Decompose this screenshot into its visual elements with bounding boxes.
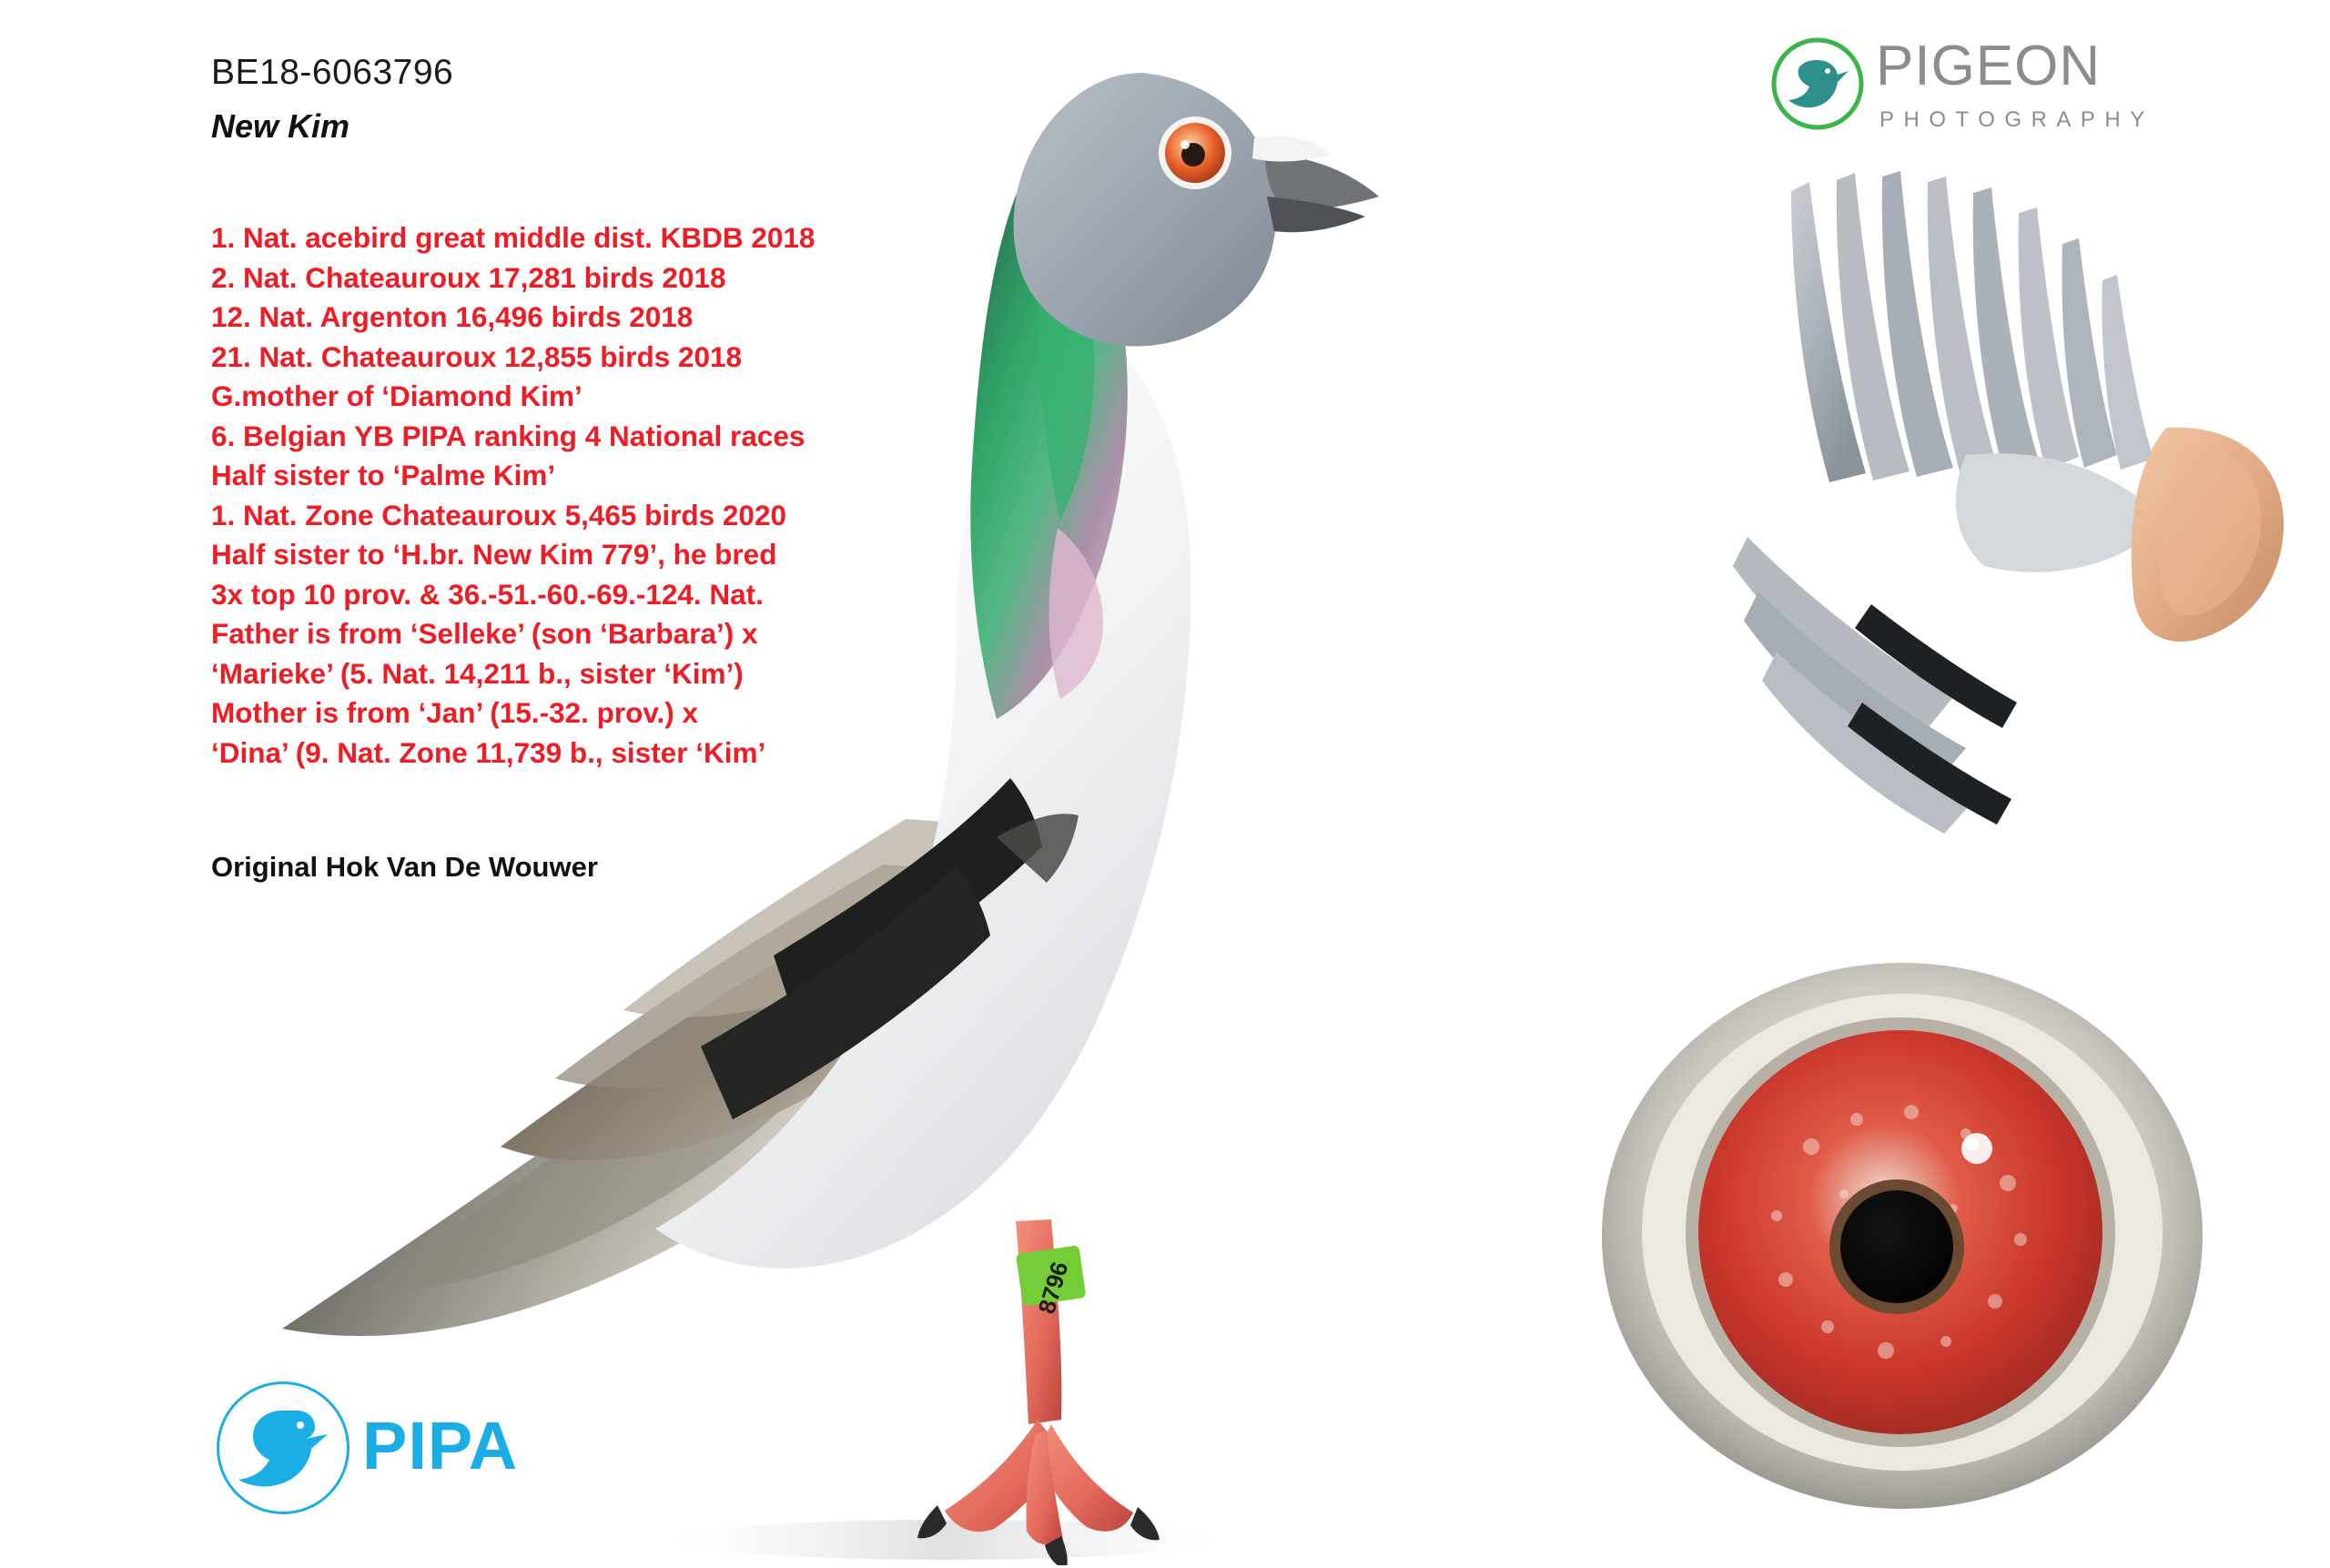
palmares-line: Half sister to ‘H.br. New Kim 779’, he bred xyxy=(211,538,777,571)
palmares-line: 21. Nat. Chateauroux 12,855 birds 2018 xyxy=(211,339,743,373)
palmares-line: ‘Dina’ (9. Nat. Zone 11,739 b., sister ‘Kim’ xyxy=(211,735,766,769)
palmares-list xyxy=(211,218,957,773)
pipa-logo[interactable] xyxy=(217,1381,519,1518)
palmares-line: 1. Nat. acebird great middle dist. KBDB 2018 xyxy=(211,221,816,254)
palmares-line: 3x top 10 prov. & 36.-51.-60.-69.-124. Nat. xyxy=(211,577,764,611)
palmares-line: G.mother of ‘Diamond Kim’ xyxy=(211,379,582,412)
ring-number: BE18-6063796 xyxy=(211,53,454,92)
bird-name: New Kim xyxy=(211,107,350,145)
pipa-wordmark: PIPA xyxy=(362,1408,519,1483)
pigeon-eye-photo xyxy=(1584,919,2221,1556)
palmares-line: ‘Marieke’ (5. Nat. 14,211 b., sister ‘Kim’) xyxy=(211,656,744,690)
palmares-line: Half sister to ‘Palme Kim’ xyxy=(211,459,556,491)
palmares-line: 1. Nat. Zone Chateauroux 5,465 birds 2020 xyxy=(211,498,786,531)
palmares-line: Father is from ‘Selleke’ (son ‘Barbara’) x xyxy=(211,617,758,650)
pigeon-icon xyxy=(233,1401,335,1496)
palmares-line: 6. Belgian YB PIPA ranking 4 National races xyxy=(211,419,805,452)
palmares-line: 2. Nat. Chateauroux 17,281 birds 2018 xyxy=(211,260,726,294)
pigeon-photography-logo[interactable] xyxy=(1770,31,2234,149)
leg-band-number: 8796 xyxy=(1032,1259,1074,1317)
palmares-line: Mother is from ‘Jan’ (15.-32. prov.) x xyxy=(211,696,699,729)
photography-logo-title: PIGEON xyxy=(1876,35,2102,97)
photography-logo-subtitle: PHOTOGRAPHY xyxy=(1879,107,2154,132)
pigeon-in-circle-icon xyxy=(1770,36,1865,131)
pigeon-wing-photo xyxy=(1693,155,2294,883)
origin-loft: Original Hok Van De Wouwer xyxy=(211,851,598,883)
palmares-line: 12. Nat. Argenton 16,496 birds 2018 xyxy=(211,300,694,333)
